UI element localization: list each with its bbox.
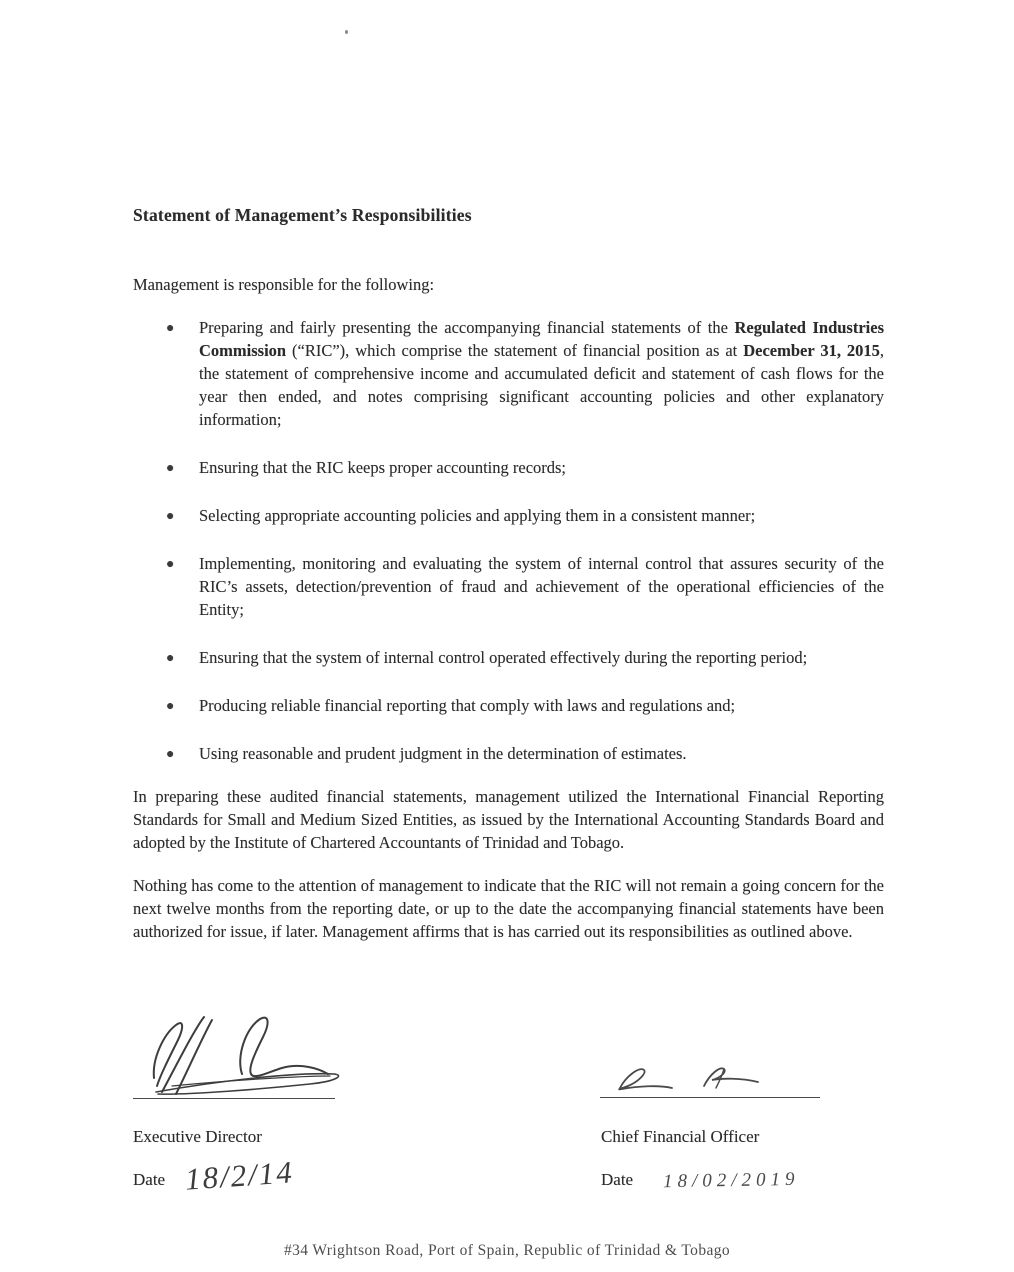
- bullet-icon: ●: [166, 747, 175, 762]
- bullet-text-bold-segment: December 31, 2015: [743, 341, 880, 360]
- list-item: [133, 646, 884, 669]
- date-row: [133, 1154, 295, 1197]
- document-body: [133, 204, 884, 943]
- list-item: [133, 552, 884, 621]
- list-item: [133, 316, 884, 431]
- role-label-executive-director: Executive Director: [133, 1127, 262, 1146]
- bullet-icon: ●: [166, 509, 175, 524]
- bullet-text-segment: Preparing and fairly presenting the accompanying financial statements of the: [199, 318, 735, 337]
- bullet-text: Producing reliable financial reporting that comply with laws and regulations and;: [199, 696, 736, 715]
- bullet-text-segment: , the statement of comprehensive income and accumulated deficit and statement of cash flows for the year then ended, and notes comprising significant accounting policies and other explanatory information;: [199, 341, 885, 429]
- cfo-signature-icon: [612, 1058, 782, 1100]
- responsibilities-list: [133, 316, 884, 765]
- closing-paragraph: Nothing has come to the attention of management to indicate that the RIC will not remain a going concern for the next twelve months from the reporting date, or up to the date the accompanying financial statements have been authorized for issue, if later. Management affirms that is has carried out its responsibilities as outlined above.: [133, 876, 884, 941]
- bullet-icon: ●: [166, 557, 175, 572]
- executive-director-signature-icon: [142, 1012, 347, 1102]
- closing-paragraph: In preparing these audited financial statements, management utilized the International Financial Reporting Standards for Small and Medium Sized Entities, as issued by the International Accounting Standards Board and adopted by the Institute of Chartered Accountants of Trinidad and Tobago.: [133, 787, 884, 852]
- bullet-text: Implementing, monitoring and evaluating the system of internal control that assures security of the RIC’s assets, detection/prevention of fraud and achievement of the operational efficiencies of the Entity;: [199, 554, 884, 619]
- list-item: [133, 742, 884, 765]
- scan-artifact-speck: [345, 30, 348, 34]
- bullet-text: Ensuring that the RIC keeps proper accounting records;: [199, 458, 567, 477]
- bullet-icon: ●: [166, 699, 175, 714]
- date-label: Date: [133, 1170, 166, 1189]
- bullet-text: Ensuring that the system of internal control operated effectively during the reporting period;: [199, 648, 808, 667]
- bullet-text: Selecting appropriate accounting policies and applying them in a consistent manner;: [199, 506, 756, 525]
- intro-text: Management is responsible for the following:: [133, 275, 435, 294]
- handwritten-date: 18/2/14: [183, 1154, 295, 1197]
- role-label-chief-financial-officer: Chief Financial Officer: [601, 1127, 760, 1146]
- list-item: [133, 456, 884, 479]
- bullet-icon: ●: [166, 321, 175, 336]
- bullet-text: Using reasonable and prudent judgment in the determination of estimates.: [199, 744, 687, 763]
- bullet-icon: ●: [166, 651, 175, 666]
- signature-line: [600, 1097, 820, 1098]
- list-item: [133, 504, 884, 527]
- bullet-text-segment: (“RIC”), which comprise the statement of financial position as at: [286, 341, 744, 360]
- date-row: [601, 1168, 800, 1193]
- handwritten-date: 18/02/2019: [662, 1168, 800, 1193]
- signature-line: [133, 1098, 335, 1099]
- date-label: Date: [601, 1170, 634, 1189]
- document-title: Statement of Management’s Responsibilities: [133, 205, 472, 225]
- footer-address: #34 Wrightson Road, Port of Spain, Republic of Trinidad & Tobago: [283, 1242, 731, 1259]
- list-item: [133, 694, 884, 717]
- bullet-icon: ●: [166, 461, 175, 476]
- bullet-text-bold-segment: Regulated Industries Commission: [199, 318, 885, 360]
